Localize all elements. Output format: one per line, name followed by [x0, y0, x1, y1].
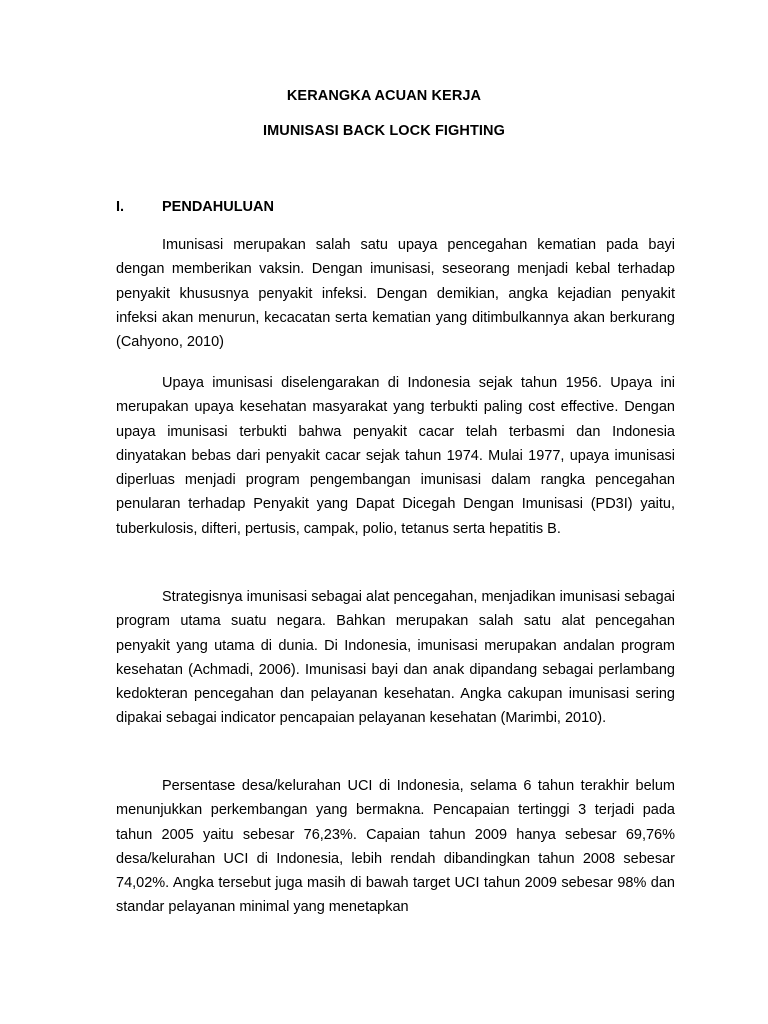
section-number: I. — [116, 199, 125, 215]
paragraph-text: Upaya imunisasi diselengarakan di Indonesia sejak tahun 1956. Upaya ini merupakan upaya kesehatan masyarakat yang terbukti paling cost effective. Dengan upaya imunisasi terbukti bahwa penyakit cacar telah terbasmi dan Indonesia dinyatakan bebas dari penyakit cacar sejak tahun 1974. Mulai 1977, upaya imunisasi diperluas menjadi program pengembangan imunisasi dalam rangka pencegahan penularan terhadap Penyakit yang Dapat Dicegah Dengan Imunisasi (PD3I) yaitu, tuberkulosis, difteri, pertusis, campak, polio, tetanus serta hepatitis B. — [116, 375, 675, 537]
section-title: PENDAHULUAN — [162, 199, 274, 215]
paragraph — [116, 371, 675, 541]
paragraph-text: Imunisasi merupakan salah satu upaya pencegahan kematian pada bayi dengan memberikan vaksin. Dengan imunisasi, seseorang menjadi kebal terhadap penyakit khususnya penyakit infeksi. Dengan demikian, angka kejadian penyakit infeksi akan menurun, kecacatan serta kematian yang ditimbulkannya akan berkurang (Cahyono, 2010) — [116, 237, 675, 351]
paragraph-text: Strategisnya imunisasi sebagai alat pencegahan, menjadikan imunisasi sebagai program utama suatu negara. Bahkan merupakan salah satu alat pencegahan penyakit yang utama di dunia. Di Indonesia, imunisasi merupakan andalan program kesehatan (Achmadi, 2006). Imunisasi bayi dan anak dipandang sebagai perlambang kedokteran pencegahan dan pelayanan kesehatan. Angka cakupan imunisasi sering dipakai sebagai indicator pencapaian pelayanan kesehatan (Marimbi, 2010). — [116, 589, 675, 727]
paragraph — [116, 585, 675, 731]
document-subtitle: IMUNISASI BACK LOCK FIGHTING — [262, 123, 506, 139]
paragraph — [116, 233, 675, 354]
document-title: KERANGKA ACUAN KERJA — [286, 88, 482, 104]
paragraph — [116, 774, 675, 920]
section-heading — [116, 199, 274, 215]
paragraph-text: Persentase desa/kelurahan UCI di Indonesia, selama 6 tahun terakhir belum menunjukkan perkembangan yang bermakna. Pencapaian tertinggi 3 terjadi pada tahun 2005 yaitu sebesar 76,23%. Capaian tahun 2009 hanya sebesar 69,76% desa/kelurahan UCI di Indonesia, lebih rendah dibandingkan tahun 2008 sebesar 74,02%. Angka tersebut juga masih di bawah target UCI tahun 2009 sebesar 98% dan standar pelayanan minimal yang menetapkan — [116, 778, 675, 916]
